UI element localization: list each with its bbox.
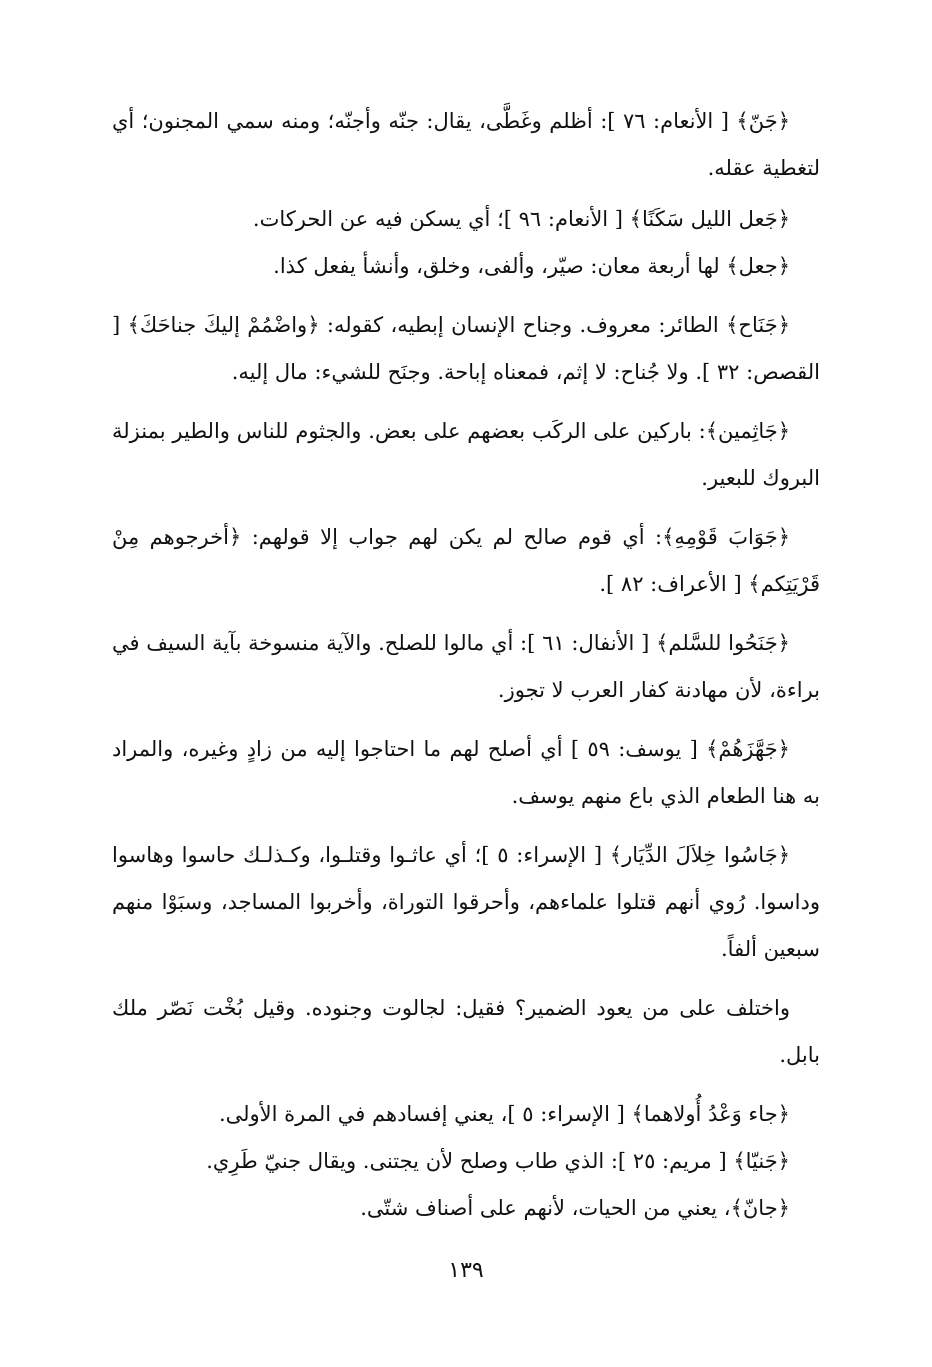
entry-jasu: ﴿جَاسُوا خِلاَلَ الدِّيَار﴾ [ الإسراء: ٥ ]؛ أي عاثـوا وقتلـوا، وكـذلـك حاسوا وهاسوا وداسوا. رُوي أنهم قتلوا علماءهم، وأحرقوا التوراة، وأخربوا المساجد، وسبَوْا منهم سبعين ألفاً. <box>112 843 820 961</box>
entry-jahhazahum: ﴿جَهَّزَهُمْ﴾ [ يوسف: ٥٩ ] أي أصلح لهم ما احتاجوا إليه من زادٍ وغيره، والمراد به هنا الطعام الذي باع منهم يوسف. <box>112 737 820 808</box>
page-body <box>112 98 820 1232</box>
entry-jaan: ﴿جانّ﴾، يعني من الحيات، لأنهم على أصناف شتّى. <box>360 1196 790 1220</box>
entry-janah: ﴿جَنَاح﴾ الطائر: معروف. وجناح الإنسان إبطيه، كقوله: ﴿واضْمُمْ إليكَ جناحَكَ﴾ [ القصص: ٣٢ ]. ولا جُناح: لا إثم، فمعناه إباحة. وجنَح للشيء: مال إليه. <box>112 313 820 384</box>
entry-jawab-qawmihi: ﴿جَوَابَ قَوْمِهِ﴾: أي قوم صالح لم يكن لهم جواب إلا قولهم: ﴿أخرجوهم مِنْ قَرْيَتِكم﴾ [ الأعراف: ٨٢ ]. <box>112 525 820 596</box>
entry-janiyya: ﴿جَنيّا﴾ [ مريم: ٢٥ ]: الذي طاب وصلح لأن يجتنى. ويقال جنيّ طَرِي. <box>206 1149 790 1173</box>
entry-janahu-lissalm: ﴿جَنَحُوا للسَّلم﴾ [ الأنفال: ٦١ ]: أي مالوا للصلح. والآية منسوخة بآية السيف في براءة، لأن مهادنة كفار العرب لا تجوز. <box>112 631 820 702</box>
entry-jann: ﴿جَنّ﴾ [ الأنعام: ٧٦ ]: أظلم وغَطَّى، يقال: جنّه وأجنّه؛ ومنه سمي المجنون؛ أي لتغطية عقله. <box>112 109 820 180</box>
entry-ikhtalafa: واختلف على من يعود الضمير؟ فقيل: لجالوت وجنوده. وقيل بُخْت نَصّر ملك بابل. <box>112 996 820 1067</box>
entry-jaal-al-layl: ﴿جَعل الليل سَكَنًا﴾ [ الأنعام: ٩٦ ]؛ أي يسكن فيه عن الحركات. <box>252 207 790 231</box>
entry-jaal: ﴿جعل﴾ لها أربعة معان: صيّر، وألفى، وخلق، وأنشأ يفعل كذا. <box>273 254 790 278</box>
page-number: ١٣٩ <box>448 1258 484 1283</box>
entry-jathimin: ﴿جَاثِمين﴾: باركين على الركَب بعضهم على بعض. والجثوم للناس والطير بمنزلة البروك للبعير. <box>112 419 820 490</box>
entry-jaa-wadu: ﴿جاء وَعْدُ أُولاهما﴾ [ الإسراء: ٥ ]، يعني إفسادهم في المرة الأولى. <box>218 1102 790 1126</box>
